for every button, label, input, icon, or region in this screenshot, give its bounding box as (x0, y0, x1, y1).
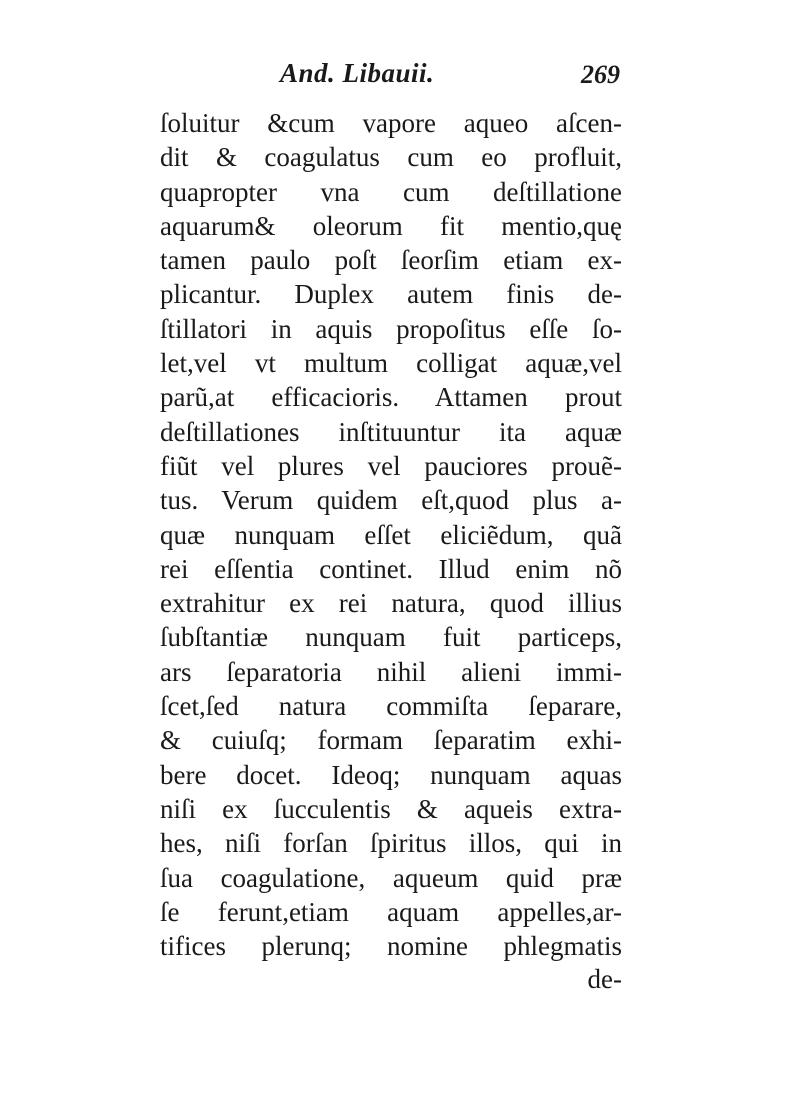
text-line: dit & coagulatus cum eo profluit, (160, 142, 622, 173)
text-line: aquarum& oleorum fit mentio,quę (160, 210, 622, 241)
text-line: ſoluitur &cum vapore aqueo aſcen- (160, 108, 622, 138)
text-line: parũ,at efficacioris. Attamen prout (160, 382, 622, 413)
text-line: rei eſſentia continet. Illud enim nõ (160, 553, 622, 584)
text-line: niſi ex ſucculentis & aqueis extra- (160, 793, 622, 824)
body-text (160, 106, 622, 963)
text-line: let,vel vt multum colligat aquæ,vel (160, 348, 622, 379)
page-number: 269 (581, 60, 620, 89)
text-line: ſtillatori in aquis propoſitus eſſe ſo- (160, 313, 622, 344)
text-line: extrahitur ex rei natura, quod illius (160, 588, 622, 619)
running-head (160, 58, 620, 98)
text-line: ſua coagulatione, aqueum quid præ (160, 862, 622, 893)
text-line: quæ nunquam eſſet eliciẽdum, quã (160, 519, 622, 550)
text-line: ars ſeparatoria nihil alieni immi- (160, 656, 622, 687)
text-line: quapropter vna cum deſtillatione (160, 176, 622, 207)
text-line: plicantur. Duplex autem finis de- (160, 279, 622, 310)
text-line: bere docet. Ideoq; nunquam aquas (160, 759, 622, 790)
text-line: ſe ferunt,etiam aquam appelles,ar- (160, 896, 622, 927)
text-line: tamen paulo poſt ſeorſim etiam ex- (160, 245, 622, 276)
text-line: hes, niſi forſan ſpiritus illos, qui in (160, 828, 622, 859)
text-line: tus. Verum quidem eſt,quod plus a- (160, 485, 622, 516)
text-line: fiũt vel plures vel pauciores prouẽ- (160, 450, 622, 481)
text-line: ſcet,ſed natura commiſta ſeparare, (160, 691, 622, 722)
text-line: deſtillationes inſtituuntur ita aquæ (160, 416, 622, 447)
catchword: de- (587, 964, 622, 994)
text-line: & cuiuſq; formam ſeparatim exhi- (160, 725, 622, 756)
text-line: tifices plerunq; nomine phlegmatis (160, 931, 622, 962)
text-line: ſubſtantiæ nunquam fuit particeps, (160, 622, 622, 653)
running-head-title: And. Libauii. (280, 58, 435, 88)
